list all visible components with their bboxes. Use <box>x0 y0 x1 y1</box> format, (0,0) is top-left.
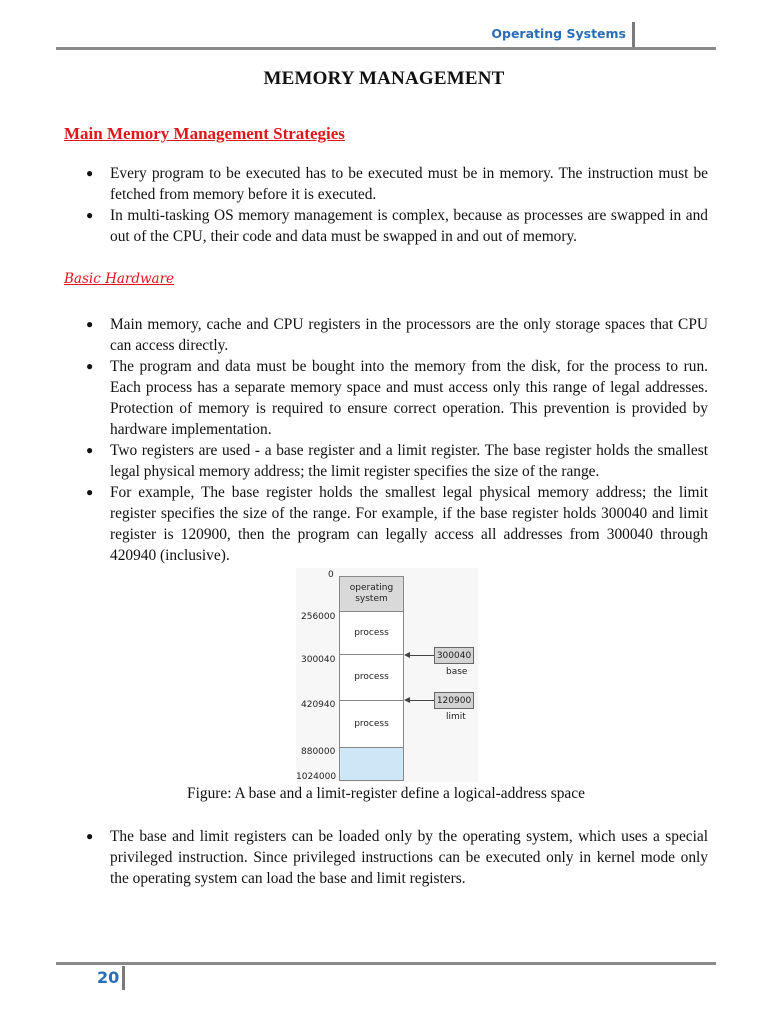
closing-bullet-list <box>0 826 708 889</box>
free-memory-block <box>339 747 404 781</box>
header-divider-tick <box>632 22 635 48</box>
bullet-icon: ● <box>86 359 94 373</box>
header-rule <box>56 47 716 50</box>
list-item: ● For example, The base register holds the smallest legal physical memory address; the limit register specifies the size of the range. For example, if the base register holds 300040 and limit register is 120900, then the program can legally access all addresses from 300040 through 420940 (inclusive). <box>86 484 708 564</box>
bullet-icon: ● <box>86 317 94 331</box>
limit-register-label: limit <box>446 712 466 722</box>
process-block: process <box>339 654 404 701</box>
address-label: 256000 <box>301 612 336 622</box>
footer-rule <box>56 962 716 965</box>
base-pointer-line <box>409 655 434 656</box>
operating-system-block: operating system <box>339 576 404 612</box>
bullet-icon: ● <box>86 485 94 499</box>
base-register-box: 300040 <box>434 647 474 664</box>
address-label: 0 <box>328 570 334 580</box>
list-item: ● Two registers are used - a base register and a limit register. The base register holds the smallest legal physical memory address; the limit register specifies the size of the range. <box>86 442 708 480</box>
running-header: Operating Systems <box>491 26 626 41</box>
address-label: 420940 <box>301 700 336 710</box>
bullet-icon: ● <box>86 208 94 222</box>
bullet-icon: ● <box>86 443 94 457</box>
address-label: 1024000 <box>296 772 337 782</box>
base-register-label: base <box>446 667 468 677</box>
section-bullet-list <box>0 163 708 247</box>
list-item: ● Main memory, cache and CPU registers in the processors are the only storage spaces that CPU can access directly. <box>86 316 708 354</box>
footer-divider-tick <box>122 966 125 990</box>
address-label: 880000 <box>301 747 336 757</box>
subsection-heading: Basic Hardware <box>64 271 175 287</box>
subsection-bullet-list <box>0 314 708 566</box>
list-item: ● The base and limit registers can be loaded only by the operating system, which uses a special privileged instruction. Since privileged instructions can be executed only in kernel mode only the operating system can load the base and limit registers. <box>86 828 708 887</box>
limit-pointer-line <box>409 700 434 701</box>
list-item: ● Every program to be executed has to be executed must be in memory. The instruction must be fetched from memory before it is executed. <box>86 165 708 203</box>
list-item: ● The program and data must be bought into the memory from the disk, for the process to run. Each process has a separate memory space and must access only this range of legal addresses. Protection of memory is required to ensure correct operation. This prevention is provided by hardware implementation. <box>86 358 708 438</box>
section-heading: Main Memory Management Strategies <box>64 124 345 143</box>
bullet-icon: ● <box>86 829 94 843</box>
figure-caption: Figure: A base and a limit-register define a logical-address space <box>187 785 585 802</box>
memory-diagram <box>296 568 478 782</box>
page-number: 20 <box>97 968 120 987</box>
list-item: ● In multi-tasking OS memory management is complex, because as processes are swapped in and out of the CPU, their code and data must be swapped in and out of memory. <box>86 207 708 245</box>
limit-register-box: 120900 <box>434 692 474 709</box>
bullet-icon: ● <box>86 166 94 180</box>
address-label: 300040 <box>301 655 336 665</box>
page-title: MEMORY MANAGEMENT <box>263 68 505 89</box>
process-block: process <box>339 611 404 655</box>
process-block: process <box>339 700 404 748</box>
